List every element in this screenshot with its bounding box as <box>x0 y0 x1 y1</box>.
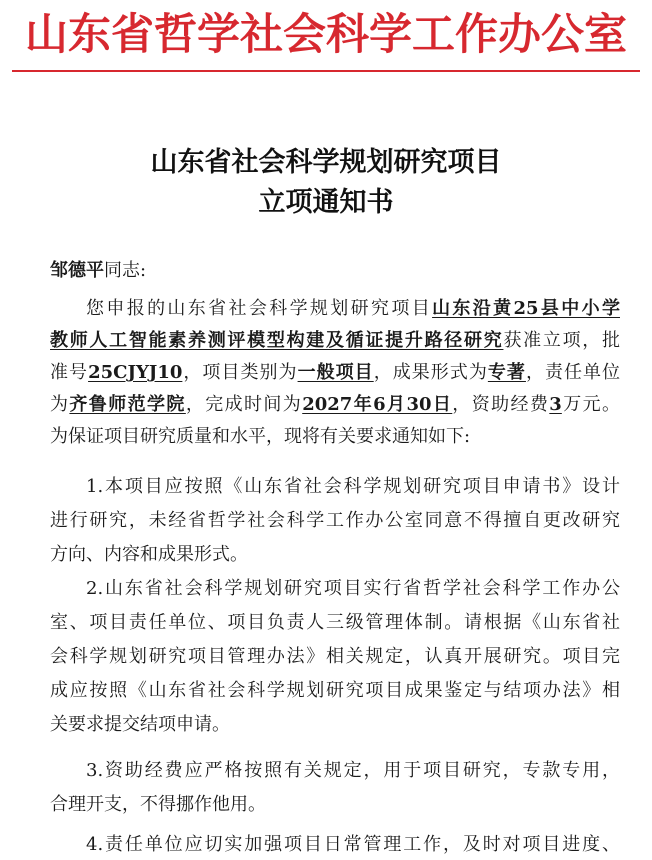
project-name-part1: 山东沿黄25县中小学 <box>432 298 620 319</box>
intro-line-1 <box>86 294 620 324</box>
intro-line-2 <box>50 326 620 356</box>
letterhead-title: 山东省哲学社会科学工作办公室 <box>25 10 627 60</box>
document-title-line2: 立项通知书 <box>258 187 394 218</box>
approval-number: 25CJYJ10 <box>88 362 183 383</box>
req2-line5: 关要求提交结项申请。 <box>50 714 230 735</box>
req1-line1: 1.本项目应按照《山东省社会科学规划研究项目申请书》设计 <box>86 476 620 497</box>
req3-line1: 3.资助经费应严格按照有关规定，用于项目研究，专款专用， <box>86 760 620 781</box>
document-title-line1: 山东省社会科学规划研究项目 <box>150 147 502 178</box>
req2-line3: 会科学规划研究项目管理办法》相关规定，认真开展研究。项目完 <box>50 646 620 667</box>
project-category: 一般项目 <box>297 362 374 383</box>
req4-line1: 4.责任单位应切实加强项目日常管理工作，及时对项目进度、 <box>86 834 620 855</box>
approval-label: 准号 <box>50 362 89 383</box>
req2-line1: 2.山东省社会科学规划研究项目实行省哲学社会科学工作办公 <box>86 578 620 599</box>
intro-line-5: 为保证项目研究质量和水平，现将有关要求通知如下: <box>50 426 471 447</box>
req3-line2: 合理开支，不得挪作他用。 <box>50 794 266 815</box>
letterhead-divider <box>12 70 640 72</box>
form-label: ，成果形式为 <box>373 362 488 383</box>
fund-unit: 万元。 <box>561 394 621 415</box>
responsible-unit: 齐鲁师范学院 <box>69 394 186 415</box>
greeting-suffix: 同志: <box>104 260 147 281</box>
unit-prefix: 为 <box>50 394 70 415</box>
approved-text: 获准立项，批 <box>503 330 621 351</box>
req1-line3: 方向、内容和成果形式。 <box>50 544 248 565</box>
project-name-part2: 教师人工智能素养测评模型构建及循证提升路径研究 <box>50 330 504 351</box>
deadline: 2027年6月30日 <box>302 394 453 415</box>
greeting <box>50 256 146 286</box>
time-label: ，完成时间为 <box>185 394 303 415</box>
unit-label: ，责任单位 <box>525 362 621 383</box>
intro-lead: 您申报的山东省社会科学规划研究项目 <box>86 298 433 319</box>
req2-line4: 成应按照《山东省社会科学规划研究项目成果鉴定与结项办法》相 <box>50 680 620 701</box>
fund-amount: 3 <box>549 394 562 415</box>
intro-line-3 <box>50 358 620 388</box>
req2-line2: 室、项目责任单位、项目负责人三级管理体制。请根据《山东省社 <box>50 612 620 633</box>
req1-line2: 进行研究，未经省哲学社会科学工作办公室同意不得擅自更改研究 <box>50 510 620 531</box>
fund-label: ，资助经费 <box>452 394 550 415</box>
result-form: 专著 <box>487 362 526 383</box>
recipient-name: 邹德平 <box>50 260 104 281</box>
category-label: ，项目类别为 <box>182 362 298 383</box>
intro-line-4 <box>50 390 620 420</box>
